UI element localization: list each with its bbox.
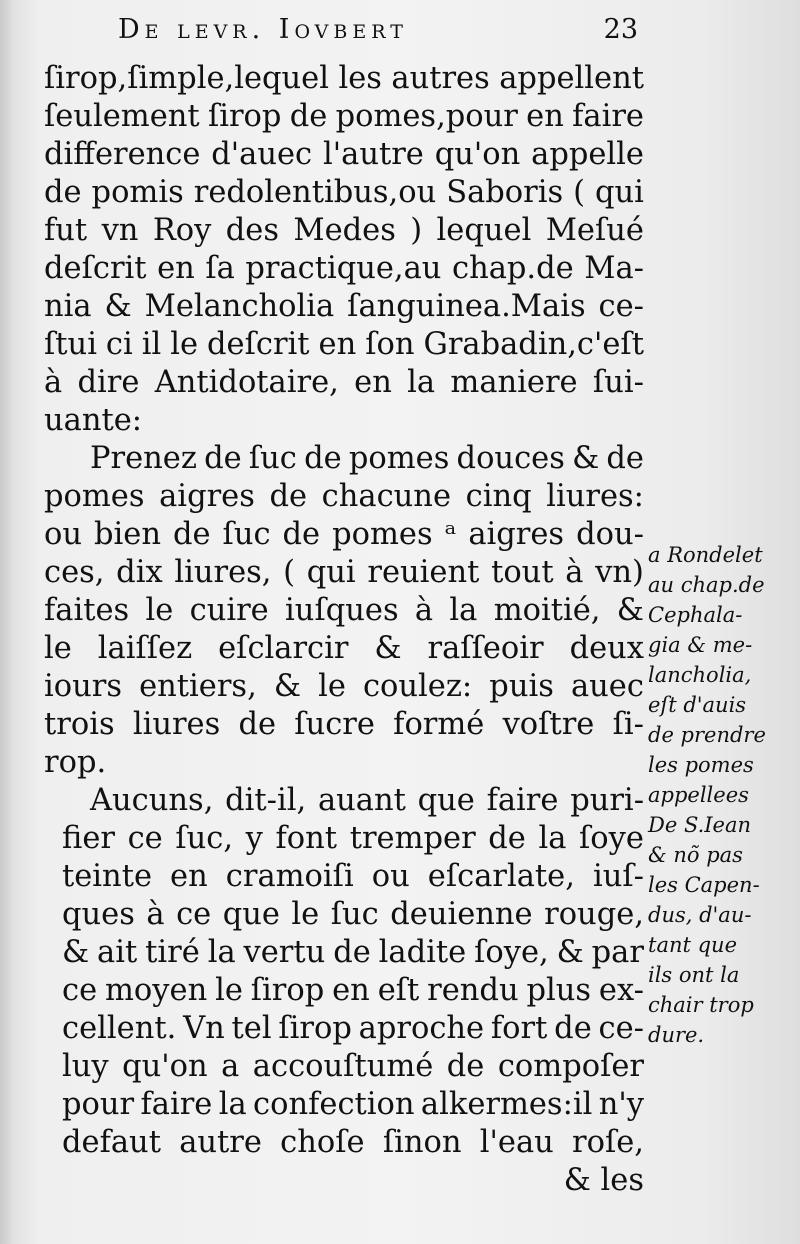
word: alkermes:il: [420, 1087, 593, 1122]
word: ou: [44, 517, 83, 552]
margin-note-line: dus, d'au-: [648, 903, 752, 927]
margin-note-line: de prendre: [648, 723, 766, 747]
word: qui: [595, 175, 644, 210]
word: l'eau: [479, 1125, 554, 1160]
word: faites: [44, 593, 130, 628]
word: de: [172, 517, 211, 552]
running-head: [118, 14, 638, 52]
word: Vn: [183, 1011, 225, 1046]
word: reuient: [367, 555, 480, 590]
text-line: [44, 668, 644, 706]
body-text: [44, 60, 644, 1200]
word: pour: [62, 1087, 135, 1122]
word: practique,au: [245, 251, 442, 286]
word: iours: [44, 669, 122, 704]
word: choſe: [280, 1125, 365, 1160]
word: Medes: [293, 213, 396, 248]
word: deſcrit: [44, 251, 147, 286]
text-line: [44, 326, 644, 364]
running-head-title: De levr. Iovbert: [118, 14, 408, 45]
word: coulez:: [362, 669, 473, 704]
word: à: [44, 365, 63, 400]
word: n'y: [598, 1087, 644, 1122]
word: pomes: [348, 441, 450, 476]
word: ce: [127, 821, 163, 856]
word: d'auec: [211, 137, 313, 172]
word: de: [204, 441, 242, 476]
word: font: [275, 821, 338, 856]
word: Prenez: [90, 441, 197, 476]
word: la: [407, 365, 436, 400]
word: le: [44, 631, 72, 666]
word: le: [291, 897, 320, 932]
word: cinq: [465, 479, 532, 514]
word: la: [538, 821, 567, 856]
word: tremper: [349, 821, 476, 856]
margin-note-line: lancholia,: [648, 663, 752, 687]
word: faire: [572, 99, 644, 134]
text-line: [44, 972, 644, 1010]
word: &: [62, 935, 90, 970]
word: pomes,pour: [335, 99, 518, 134]
word: les: [338, 61, 382, 96]
text-line: [44, 174, 644, 212]
word: faire: [140, 1087, 213, 1122]
text-line: [44, 98, 644, 136]
word: ſi-: [612, 707, 644, 742]
word: raſſeoir: [427, 631, 544, 666]
text-line: [44, 440, 644, 478]
word: de: [289, 99, 328, 134]
word: ladite: [378, 935, 467, 970]
word: auec: [570, 669, 644, 704]
word: aproche: [358, 1011, 485, 1046]
word: des: [225, 213, 279, 248]
margin-note-line: les Capen-: [648, 873, 760, 897]
word: dit-il,: [225, 783, 307, 818]
margin-note-line: De S.Iean: [648, 813, 752, 837]
word: de: [282, 517, 321, 552]
text-line: [44, 250, 644, 288]
word: liures,: [174, 555, 272, 590]
word: ce-: [598, 1011, 644, 1046]
word: dou-: [576, 517, 644, 552]
word: ſinon: [382, 1125, 462, 1160]
word: en: [157, 251, 195, 286]
text-line: & les: [563, 1163, 644, 1198]
margin-note-line: au chap.de: [648, 573, 765, 597]
word: par: [591, 935, 644, 970]
word: de: [488, 821, 526, 856]
word: ſoye,: [474, 935, 549, 970]
word: ſuc: [222, 517, 271, 552]
word: bien: [94, 517, 161, 552]
word: appellent: [499, 61, 644, 96]
word: tel: [231, 1011, 272, 1046]
word: en: [170, 859, 208, 894]
word: auant: [317, 783, 406, 818]
word: eſclarcir: [218, 631, 349, 666]
word: faire: [486, 783, 559, 818]
word: cuire: [189, 593, 269, 628]
text-line: [44, 60, 644, 98]
word: roſe,: [572, 1125, 644, 1160]
word: de: [446, 1049, 485, 1084]
word: entiers,: [139, 669, 257, 704]
margin-note: [648, 540, 798, 1050]
word: ſoye: [579, 821, 644, 856]
word: deuienne: [390, 897, 533, 932]
word: aigres: [468, 517, 565, 552]
word: teinte: [62, 859, 153, 894]
word: fut: [44, 213, 88, 248]
word: dire: [77, 365, 140, 400]
word: &: [104, 289, 132, 324]
word: ſeulement: [44, 99, 200, 134]
word: iuſques: [285, 593, 399, 628]
word: y: [245, 821, 263, 856]
text-line: uante:: [44, 403, 143, 438]
text-line: [44, 288, 644, 326]
word: ce-: [598, 289, 644, 324]
text-line: [44, 630, 644, 668]
margin-note-line: a Rondelet: [648, 543, 763, 567]
word: rendu: [427, 973, 519, 1008]
word: dix: [116, 555, 163, 590]
word: le: [170, 327, 199, 362]
word: à: [414, 593, 434, 628]
text-line: [44, 934, 644, 972]
word: redolentibus,ou: [193, 175, 437, 210]
word: Antidotaire,: [154, 365, 339, 400]
word: &: [273, 669, 301, 704]
word: ſon: [365, 327, 415, 362]
word: plus: [526, 973, 592, 1008]
text-line: [44, 478, 644, 516]
margin-note-line: les pomes: [648, 753, 754, 777]
word: chacune: [321, 479, 451, 514]
margin-note-line: eſt d'auis: [648, 693, 747, 717]
word: appelle: [531, 137, 644, 172]
margin-note-line: dure.: [648, 1023, 705, 1047]
word: cellent.: [62, 1011, 177, 1046]
word: que: [417, 783, 475, 818]
word: ce: [176, 897, 212, 932]
word: qui: [306, 555, 356, 590]
page-number: 23: [603, 14, 638, 45]
word: eſt: [377, 973, 420, 1008]
word: ſtui: [44, 327, 97, 362]
text-line: [44, 820, 644, 858]
word: tiré: [145, 935, 200, 970]
margin-note-line: & nõ pas: [648, 843, 743, 867]
word: la: [207, 935, 236, 970]
word: de: [44, 175, 82, 210]
text-line: [44, 858, 644, 896]
word: (: [283, 555, 296, 590]
word: Saboris: [446, 175, 564, 210]
word: formé: [393, 707, 485, 742]
word: que: [222, 897, 280, 932]
word: l'autre: [323, 137, 424, 172]
word: defaut: [62, 1125, 161, 1160]
word: ces,: [44, 555, 105, 590]
word: ſirop: [207, 99, 282, 134]
word: aigres: [159, 479, 255, 514]
text-line: [44, 212, 644, 250]
text-line: [44, 896, 644, 934]
word: deſcrit: [207, 327, 310, 362]
word: difference: [44, 137, 201, 172]
word: cramoiſi: [225, 859, 354, 894]
word: ſanguinea.Mais: [347, 289, 586, 324]
word: pomes: [44, 479, 145, 514]
word: de: [304, 441, 342, 476]
word: a: [221, 1049, 240, 1084]
word: vertu: [243, 935, 326, 970]
word: laiſſez: [97, 631, 193, 666]
word: Grabadin,c'eſt: [423, 327, 644, 362]
word: ſa: [205, 251, 235, 286]
word: vn): [595, 555, 644, 590]
word: trois: [44, 707, 115, 742]
word: à: [565, 555, 584, 590]
word: fort: [490, 1011, 548, 1046]
word: ſirop: [250, 973, 325, 1008]
word: chap.de: [451, 251, 574, 286]
text-line: [44, 706, 644, 744]
text-line: rop.: [44, 745, 107, 780]
word: lequel: [436, 213, 532, 248]
text-line: [44, 554, 644, 592]
word: compoſer: [497, 1049, 644, 1084]
word: tout: [491, 555, 554, 590]
text-line: [44, 516, 644, 554]
word: fier: [62, 821, 115, 856]
text-line: [44, 1124, 644, 1162]
word: ): [410, 213, 423, 248]
word: le: [318, 669, 346, 704]
word: confection: [253, 1087, 415, 1122]
word: la: [449, 593, 478, 628]
word: eſcarlate,: [427, 859, 575, 894]
word: de: [554, 1011, 592, 1046]
word: rouge,: [544, 897, 644, 932]
text-line: [44, 592, 644, 630]
word: la: [218, 1087, 247, 1122]
word: Ma-: [584, 251, 644, 286]
word: liures:: [546, 479, 644, 514]
word: ex-: [598, 973, 644, 1008]
word: &: [616, 593, 644, 628]
word: puri-: [570, 783, 644, 818]
word: le: [215, 973, 243, 1008]
word: douces: [456, 441, 565, 476]
text-line: [44, 1048, 644, 1086]
word: autre: [179, 1125, 262, 1160]
word: ci: [105, 327, 133, 362]
word: accouſtumé: [252, 1049, 434, 1084]
word: ſuc: [330, 897, 379, 932]
margin-note-line: Cephala-: [648, 603, 743, 627]
word: qu'on: [122, 1049, 208, 1084]
word: ques: [62, 897, 135, 932]
word: de: [269, 479, 308, 514]
word: &: [572, 441, 600, 476]
word: qu'on: [434, 137, 521, 172]
word: ſucre: [294, 707, 375, 742]
word: puis: [489, 669, 554, 704]
word: il: [141, 327, 162, 362]
margin-note-line: appellees: [648, 783, 749, 807]
margin-note-line: ils ont la: [648, 963, 740, 987]
word: en: [332, 973, 370, 1008]
text-line: [44, 364, 644, 402]
text-line: [44, 1086, 644, 1124]
word: &: [556, 935, 584, 970]
word: ſui-: [592, 365, 644, 400]
word: Melancholia: [144, 289, 335, 324]
text-line: [44, 1010, 644, 1048]
word: moitié,: [493, 593, 601, 628]
word: ſuc,: [175, 821, 234, 856]
text-line: [44, 136, 644, 174]
word: de: [333, 935, 371, 970]
word: vn: [101, 213, 139, 248]
word: ſirop,ſimple,lequel: [44, 61, 329, 96]
word: en: [526, 99, 564, 134]
word: maniere: [450, 365, 578, 400]
margin-note-line: tant que: [648, 933, 737, 957]
word: Meſué: [545, 213, 644, 248]
margin-note-line: chair trop: [648, 993, 754, 1017]
word: de: [606, 441, 644, 476]
word: ᵃ: [444, 517, 457, 552]
word: en: [318, 327, 357, 362]
word: ou: [371, 859, 410, 894]
word: moyen: [105, 973, 208, 1008]
word: autres: [391, 61, 490, 96]
text-line: [44, 782, 644, 820]
word: &: [374, 631, 402, 666]
word: pomes: [332, 517, 433, 552]
word: nia: [44, 289, 92, 324]
word: à: [146, 897, 165, 932]
word: le: [145, 593, 174, 628]
word: luy: [62, 1049, 109, 1084]
word: de: [238, 707, 277, 742]
word: (: [573, 175, 586, 210]
word: voſtre: [502, 707, 595, 742]
word: Aucuns,: [90, 783, 214, 818]
word: Roy: [152, 213, 212, 248]
word: pomis: [91, 175, 184, 210]
word: ait: [97, 935, 138, 970]
margin-note-line: gia & me-: [648, 633, 753, 657]
word: ſirop: [278, 1011, 352, 1046]
word: en: [354, 365, 392, 400]
word: ce: [62, 973, 98, 1008]
word: deux: [569, 631, 644, 666]
word: iuſ-: [592, 859, 644, 894]
word: liures: [132, 707, 221, 742]
word: ſuc: [248, 441, 297, 476]
